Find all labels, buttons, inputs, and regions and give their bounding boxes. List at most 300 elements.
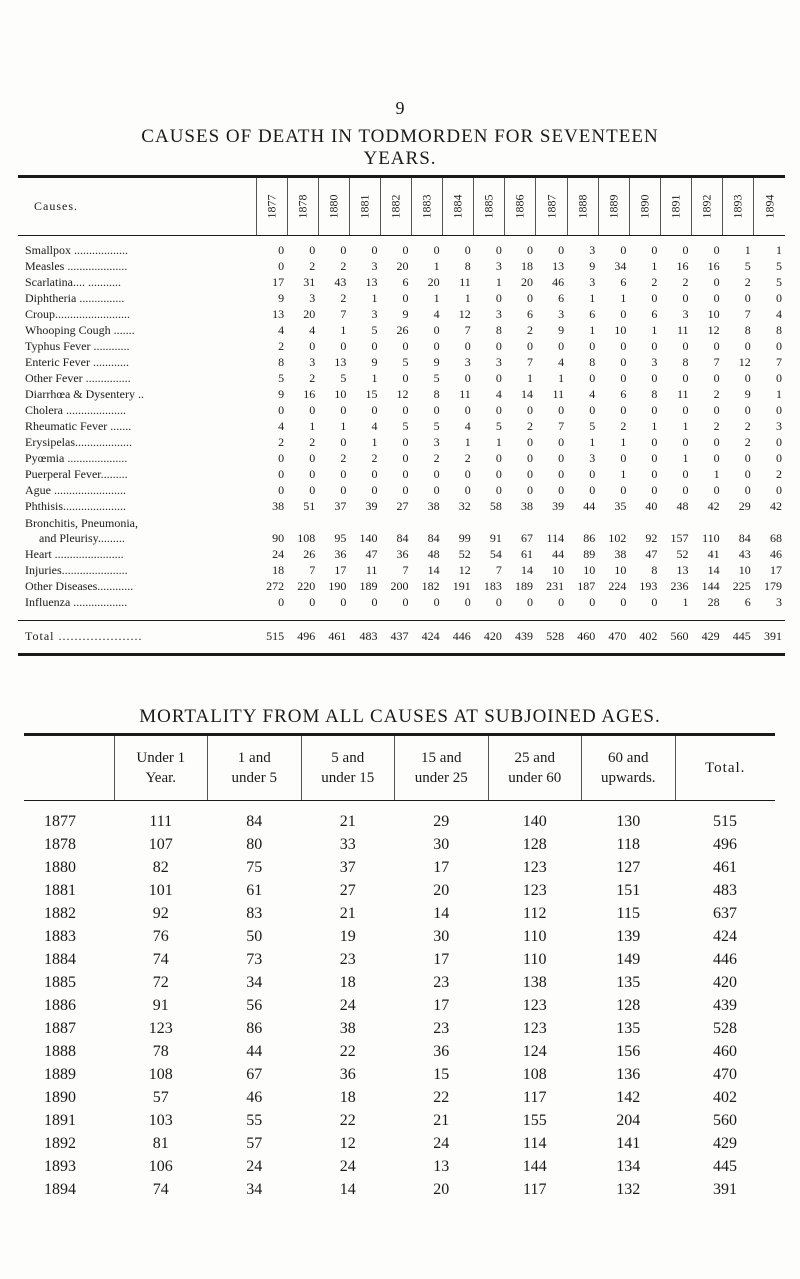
age-row — [24, 994, 775, 1017]
cause-value: 1 — [682, 595, 689, 609]
cause-value: 1 — [526, 371, 533, 385]
age-row-year: 1881 — [44, 882, 76, 899]
age-header-line1: Under 1 — [136, 750, 186, 766]
year-header-1877 — [256, 178, 287, 236]
cause-value: 0 — [495, 595, 502, 609]
cause-value: 3 — [589, 451, 596, 465]
cause-value: 12 — [707, 323, 720, 337]
cause-name: Cholera .................... — [25, 403, 126, 417]
cause-value: 1 — [651, 259, 658, 273]
cause-value: 200 — [390, 579, 409, 593]
cause-value: 0 — [744, 339, 751, 353]
cause-value: 0 — [776, 371, 782, 385]
age-row — [24, 1178, 775, 1201]
spacer-cell — [380, 610, 411, 621]
cause-value: 0 — [713, 339, 720, 353]
cause-value: 13 — [676, 563, 689, 577]
cause-value: 2 — [776, 467, 782, 481]
cause-value: 91 — [489, 531, 502, 545]
age-value: 75 — [246, 859, 263, 876]
age-row-year: 1887 — [44, 1020, 76, 1037]
age-value: 17 — [433, 859, 450, 876]
age-value: 136 — [616, 1066, 641, 1083]
cause-value: 47 — [365, 547, 378, 561]
cause-value: 7 — [744, 307, 751, 321]
age-value: 130 — [616, 813, 641, 830]
cause-value: 1 — [713, 467, 720, 481]
cause-value: 1 — [589, 435, 596, 449]
cause-row — [18, 434, 785, 450]
age-value: 115 — [616, 905, 640, 922]
cause-value: 1 — [558, 371, 565, 385]
cause-value: 140 — [359, 531, 378, 545]
spacer-cell — [536, 610, 567, 621]
cause-value: 61 — [520, 547, 533, 561]
cause-value: 4 — [278, 323, 285, 337]
age-value: 78 — [152, 1043, 169, 1060]
age-value: 107 — [148, 836, 173, 853]
cause-value: 11 — [552, 387, 565, 401]
cause-row — [18, 274, 785, 290]
cause-value: 0 — [651, 371, 658, 385]
age-value: 114 — [523, 1135, 547, 1152]
cause-value: 4 — [371, 419, 378, 433]
cause-value: 9 — [278, 387, 285, 401]
cause-value: 0 — [371, 243, 378, 257]
year-header-1891 — [660, 178, 691, 236]
cause-value: 26 — [396, 323, 409, 337]
age-value: 24 — [246, 1158, 263, 1175]
age-value: 446 — [713, 951, 737, 968]
cause-name: Typhus Fever ............ — [25, 339, 130, 353]
cause-value: 3 — [371, 259, 378, 273]
cause-value: 0 — [744, 451, 751, 465]
cause-value: 0 — [309, 243, 316, 257]
age-header-5 — [582, 736, 676, 801]
cause-value: 13 — [272, 307, 285, 321]
year-label: 1890 — [637, 194, 652, 219]
cause-value: 32 — [458, 499, 471, 513]
cause-name: Measles .................... — [25, 259, 128, 273]
cause-value: 3 — [589, 275, 596, 289]
cause-value: 31 — [303, 275, 316, 289]
cause-value: 1 — [589, 323, 596, 337]
cause-value: 0 — [340, 467, 347, 481]
age-value: 23 — [339, 951, 356, 968]
age-value: 528 — [713, 1020, 737, 1037]
cause-value: 2 — [340, 451, 347, 465]
age-header-line1: 1 and — [237, 750, 271, 766]
age-value: 17 — [433, 997, 450, 1014]
age-value: 560 — [713, 1112, 737, 1129]
age-value: 56 — [246, 997, 263, 1014]
cause-value: 43 — [738, 547, 751, 561]
age-value: 12 — [339, 1135, 356, 1152]
cause-row — [18, 322, 785, 338]
cause-value: 35 — [614, 499, 627, 513]
year-header-1894 — [754, 178, 785, 236]
cause-value: 6 — [558, 291, 565, 305]
cause-value: 47 — [645, 547, 658, 561]
cause-row — [18, 578, 785, 594]
age-value: 101 — [148, 882, 173, 899]
cause-value: 4 — [309, 323, 316, 337]
cause-value: 0 — [371, 595, 378, 609]
cause-value: 12 — [738, 355, 751, 369]
cause-value: 1 — [464, 291, 471, 305]
age-value: 483 — [713, 882, 737, 899]
total-value: 470 — [598, 621, 629, 652]
cause-value: 4 — [278, 419, 285, 433]
cause-value: 110 — [702, 531, 720, 545]
cause-value: 179 — [764, 579, 782, 593]
cause-row — [18, 562, 785, 578]
cause-value: 0 — [495, 243, 502, 257]
age-value: 127 — [616, 859, 641, 876]
total-value: 445 — [723, 621, 754, 652]
cause-value: 9 — [558, 323, 565, 337]
cause-value: 8 — [651, 563, 658, 577]
year-label: 1888 — [575, 194, 590, 219]
cause-value: 0 — [371, 467, 378, 481]
spacer-cell — [598, 610, 629, 621]
cause-value: 144 — [701, 579, 720, 593]
year-label: 1891 — [668, 194, 683, 219]
age-row-year: 1891 — [44, 1112, 76, 1129]
age-value: 123 — [148, 1020, 173, 1037]
age-value: 44 — [246, 1043, 263, 1060]
spacer-cell — [629, 610, 660, 621]
cause-value: 11 — [676, 323, 689, 337]
year-label: 1883 — [419, 194, 434, 219]
cause-row — [18, 258, 785, 274]
cause-value: 27 — [396, 499, 409, 513]
cause-value: 5 — [589, 419, 596, 433]
ages-corner-cell — [24, 736, 114, 801]
cause-value: 9 — [589, 259, 596, 273]
cause-value: 193 — [639, 579, 658, 593]
year-header-1884 — [443, 178, 474, 236]
cause-value: 2 — [651, 275, 658, 289]
age-row-year: 1878 — [44, 836, 76, 853]
cause-name-line1: Bronchitis, Pneumonia, — [25, 516, 138, 530]
cause-value: 5 — [371, 323, 378, 337]
cause-value: 0 — [495, 403, 502, 417]
cause-value: 16 — [707, 259, 720, 273]
cause-value: 0 — [526, 467, 533, 481]
cause-name: Injuries...................... — [25, 563, 128, 577]
cause-value: 2 — [526, 419, 533, 433]
cause-value: 34 — [614, 259, 627, 273]
age-value: 22 — [339, 1112, 356, 1129]
age-value: 73 — [246, 951, 263, 968]
age-value: 82 — [152, 859, 169, 876]
age-value: 67 — [246, 1066, 263, 1083]
age-header-line2: under 15 — [321, 770, 375, 786]
cause-value: 0 — [433, 483, 440, 497]
age-value: 117 — [523, 1089, 547, 1106]
cause-value: 20 — [427, 275, 440, 289]
cause-value: 2 — [620, 419, 627, 433]
cause-value: 0 — [558, 467, 565, 481]
year-header-1885 — [474, 178, 505, 236]
cause-value: 1 — [464, 435, 471, 449]
cause-row — [18, 450, 785, 466]
cause-value: 0 — [776, 403, 782, 417]
cause-value: 95 — [334, 531, 347, 545]
age-value: 55 — [246, 1112, 263, 1129]
cause-name: Scarlatina.... ........... — [25, 275, 121, 289]
cause-value: 8 — [278, 355, 285, 369]
cause-value: 37 — [334, 499, 347, 513]
cause-value: 0 — [620, 595, 627, 609]
age-value: 36 — [433, 1043, 450, 1060]
cause-value: 5 — [402, 355, 409, 369]
cause-value: 1 — [651, 323, 658, 337]
cause-value: 1 — [620, 467, 627, 481]
cause-value: 0 — [558, 403, 565, 417]
age-header-line2: under 60 — [508, 770, 562, 786]
age-value: 461 — [713, 859, 737, 876]
cause-row — [18, 386, 785, 402]
spacer-cell — [723, 610, 754, 621]
cause-value: 3 — [495, 259, 502, 273]
age-value: 424 — [713, 928, 737, 945]
age-row — [24, 1040, 775, 1063]
age-header-line1: 15 and — [421, 750, 462, 766]
cause-value: 0 — [526, 483, 533, 497]
age-value: 391 — [713, 1181, 737, 1198]
total-value: 461 — [318, 621, 349, 652]
spacer-cell — [754, 610, 785, 621]
cause-value: 3 — [464, 355, 471, 369]
cause-value: 0 — [278, 595, 285, 609]
age-value: 29 — [433, 813, 450, 830]
age-value: 132 — [616, 1181, 641, 1198]
year-label: 1878 — [295, 194, 310, 219]
cause-value: 2 — [744, 435, 751, 449]
cause-value: 0 — [309, 595, 316, 609]
cause-value: 42 — [770, 499, 782, 513]
cause-value: 9 — [371, 355, 378, 369]
cause-value: 0 — [713, 403, 720, 417]
cause-value: 92 — [645, 531, 658, 545]
cause-value: 40 — [645, 499, 658, 513]
cause-value: 0 — [558, 451, 565, 465]
spacer-cell — [505, 610, 536, 621]
age-header-line2: Year. — [145, 770, 177, 786]
cause-value: 0 — [620, 307, 627, 321]
cause-value: 3 — [495, 355, 502, 369]
cause-value: 6 — [526, 307, 533, 321]
cause-value: 0 — [651, 595, 658, 609]
cause-value: 41 — [707, 547, 720, 561]
cause-value: 1 — [744, 243, 751, 257]
age-row — [24, 879, 775, 902]
cause-value: 2 — [309, 371, 316, 385]
cause-value: 0 — [278, 243, 285, 257]
cause-value: 1 — [495, 275, 502, 289]
cause-name: Puerperal Fever......... — [25, 467, 128, 481]
age-row-year: 1890 — [44, 1089, 76, 1106]
cause-value: 26 — [303, 547, 316, 561]
cause-value: 1 — [433, 259, 440, 273]
age-value: 22 — [339, 1043, 356, 1060]
cause-value: 0 — [464, 467, 471, 481]
age-value: 515 — [713, 813, 737, 830]
cause-name: Enteric Fever ............ — [25, 355, 129, 369]
age-value: 27 — [339, 882, 356, 899]
cause-value: 11 — [459, 387, 471, 401]
cause-value: 189 — [359, 579, 378, 593]
cause-value: 54 — [489, 547, 502, 561]
age-row-year: 1894 — [44, 1181, 76, 1198]
cause-value: 0 — [340, 243, 347, 257]
ages-title: MORTALITY FROM ALL CAUSES AT SUBJOINED AGES. — [139, 706, 661, 727]
cause-value: 1 — [495, 435, 502, 449]
cause-value: 2 — [744, 275, 751, 289]
total-label: Total ..................... — [18, 621, 256, 652]
age-value: 460 — [713, 1043, 737, 1060]
cause-value: 84 — [427, 531, 440, 545]
cause-name: Diarrhœa & Dysentery .. — [25, 387, 144, 401]
cause-value: 8 — [433, 387, 440, 401]
age-value: 118 — [616, 836, 640, 853]
cause-value: 5 — [776, 275, 782, 289]
cause-value: 0 — [464, 483, 471, 497]
age-value: 135 — [616, 974, 641, 991]
cause-value: 14 — [520, 387, 533, 401]
cause-value: 5 — [776, 259, 782, 273]
age-row — [24, 856, 775, 879]
spacer-cell — [412, 610, 443, 621]
cause-value: 84 — [738, 531, 751, 545]
cause-value: 0 — [526, 403, 533, 417]
cause-value: 0 — [402, 483, 409, 497]
cause-value: 7 — [558, 419, 565, 433]
age-value: 110 — [523, 928, 547, 945]
cause-name: Erysipelas................... — [25, 435, 132, 449]
cause-value: 0 — [620, 355, 627, 369]
cause-value: 182 — [421, 579, 440, 593]
age-value: 155 — [522, 1112, 547, 1129]
age-value: 76 — [152, 928, 169, 945]
page-number: 9 — [395, 98, 405, 118]
cause-value: 0 — [776, 291, 782, 305]
cause-value: 29 — [738, 499, 751, 513]
cause-value: 20 — [303, 307, 316, 321]
cause-value: 0 — [433, 467, 440, 481]
cause-value: 52 — [458, 547, 471, 561]
cause-value: 2 — [713, 387, 720, 401]
cause-name — [18, 514, 256, 546]
cause-value: 0 — [682, 435, 689, 449]
age-value: 86 — [246, 1020, 263, 1037]
cause-value: 3 — [309, 355, 316, 369]
cause-value: 0 — [340, 403, 347, 417]
age-row — [24, 1017, 775, 1040]
cause-value: 3 — [682, 307, 689, 321]
cause-value: 38 — [520, 499, 533, 513]
year-label: 1886 — [512, 194, 527, 219]
cause-value: 67 — [520, 531, 533, 545]
cause-value: 51 — [303, 499, 316, 513]
age-value: 156 — [616, 1043, 641, 1060]
cause-value: 0 — [651, 467, 658, 481]
age-header-line2: upwards. — [600, 770, 656, 786]
ages-table — [24, 736, 775, 1201]
age-value: 36 — [339, 1066, 356, 1083]
causes-title-line1: CAUSES OF DEATH IN TODMORDEN FOR SEVENTEEN — [141, 126, 659, 147]
year-label: 1885 — [481, 194, 496, 219]
cause-value: 3 — [651, 355, 658, 369]
cause-name: Other Fever ............... — [25, 371, 131, 385]
cause-value: 7 — [340, 307, 347, 321]
cause-name: Rheumatic Fever ....... — [25, 419, 132, 433]
age-value: 117 — [523, 1181, 547, 1198]
cause-value: 0 — [682, 243, 689, 257]
cause-value: 9 — [402, 307, 409, 321]
total-value: 528 — [536, 621, 567, 652]
cause-value: 0 — [526, 451, 533, 465]
cause-value: 89 — [583, 547, 596, 561]
causes-table — [18, 178, 785, 651]
cause-value: 0 — [744, 483, 751, 497]
cause-value: 0 — [526, 595, 533, 609]
cause-value: 0 — [464, 243, 471, 257]
cause-value: 0 — [744, 291, 751, 305]
cause-value: 0 — [278, 403, 285, 417]
cause-value: 39 — [552, 499, 565, 513]
spacer-cell — [287, 610, 318, 621]
cause-value: 220 — [297, 579, 316, 593]
spacer-cell — [567, 610, 598, 621]
age-value: 128 — [616, 997, 641, 1014]
cause-value: 12 — [458, 307, 471, 321]
cause-value: 236 — [670, 579, 689, 593]
cause-value: 0 — [558, 243, 565, 257]
year-label: 1892 — [699, 194, 714, 219]
cause-value: 0 — [526, 435, 533, 449]
cause-value: 0 — [278, 451, 285, 465]
year-label: 1880 — [326, 194, 341, 219]
age-row-year: 1877 — [44, 813, 76, 830]
cause-value: 38 — [614, 547, 627, 561]
age-value: 20 — [433, 882, 450, 899]
cause-value: 0 — [713, 483, 720, 497]
cause-value: 224 — [608, 579, 627, 593]
cause-value: 2 — [464, 451, 471, 465]
year-header-1888 — [567, 178, 598, 236]
cause-value: 13 — [552, 259, 565, 273]
year-label: 1893 — [730, 194, 745, 219]
age-row — [24, 925, 775, 948]
cause-value: 4 — [589, 387, 596, 401]
age-value: 106 — [148, 1158, 173, 1175]
age-header-line1: 5 and — [331, 750, 365, 766]
cause-value: 10 — [552, 563, 565, 577]
cause-value: 20 — [520, 275, 533, 289]
age-value: 81 — [152, 1135, 169, 1152]
cause-value: 52 — [676, 547, 689, 561]
cause-value: 0 — [309, 483, 316, 497]
age-value: 18 — [339, 974, 356, 991]
cause-value: 0 — [402, 435, 409, 449]
age-value: 57 — [246, 1135, 263, 1152]
cause-value: 24 — [272, 547, 285, 561]
cause-value: 39 — [365, 499, 378, 513]
cause-value: 9 — [744, 387, 751, 401]
